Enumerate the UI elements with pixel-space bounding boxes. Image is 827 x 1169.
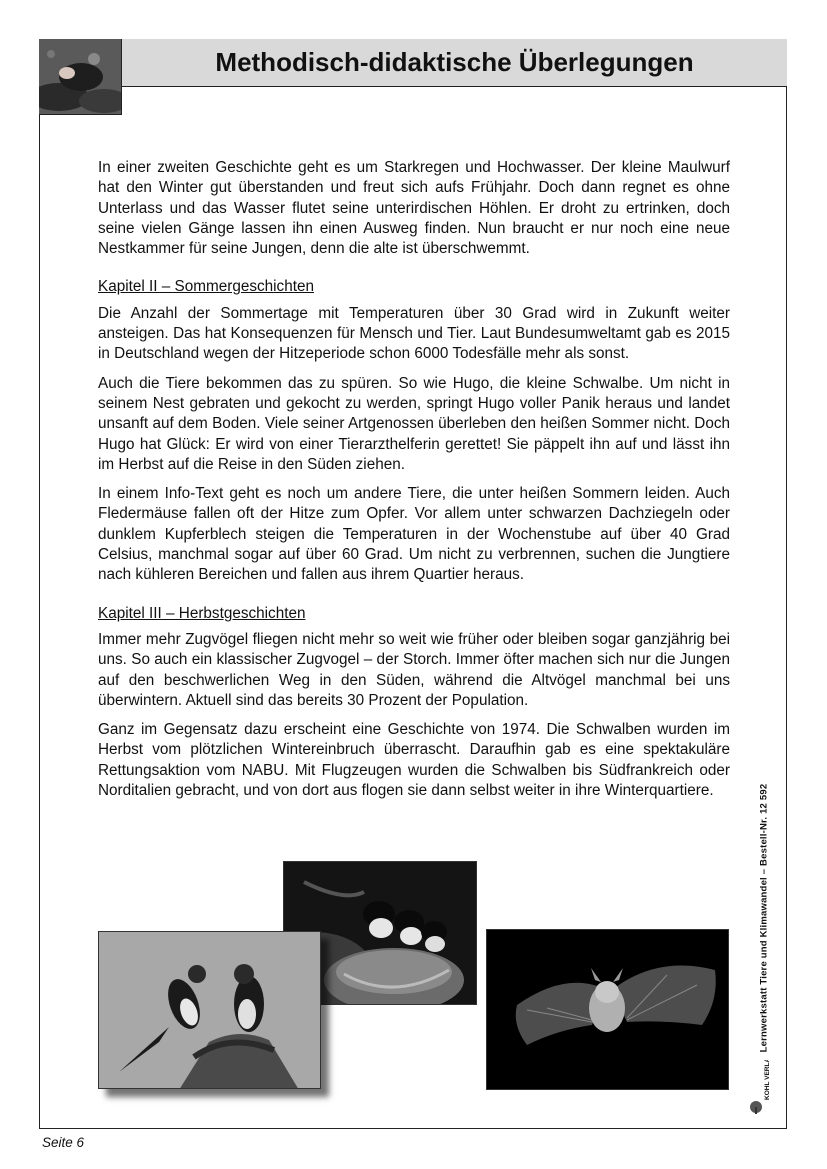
chapter-2-paragraph-1: Die Anzahl der Sommertage mit Temperaturen über 30 Grad wird in Zukunft weiter ansteigen. Das hat Konsequenzen für Mensch und Tier. Laut Bundesumweltamt gab es 2015 in Deutschland wegen der Hitzeperiode schon 6000 Todesfälle mehr als sonst. [98,304,730,363]
publisher-logo [748,1060,778,1115]
svg-text:KOHL VERLAG: KOHL VERLAG [764,1060,771,1100]
page-title: Methodisch-didaktische Überlegungen [215,47,694,77]
header [39,39,787,115]
bat-photo [486,929,729,1090]
page-number: Seite 6 [42,1135,85,1150]
chapter-2-paragraph-3: In einem Info-Text geht es noch um andere Tiere, die unter heißen Sommern leiden. Auch Fledermäuse fallen oft der Hitze zum Opfer. Vor allem unter schwarzen Dachziegeln oder dunklem Kupferblech steigen die Temperaturen in der Wochenstube auf über 40 Grad Celsius, manchmal sogar auf über 60 Grad. Um nicht zu verbrennen, suchen die Jungtiere nach kühleren Bereichen und fallen aus ihrem Quartier heraus. [98,485,730,584]
intro-paragraph: In einer zweiten Geschichte geht es um Starkregen und Hochwasser. Der kleine Maulwurf hat den Winter gut überstanden und freut sich aufs Frühjahr. Doch dann regnet es ohne Unterlass und das Wasser flutet seine unterirdischen Höhlen. Er droht zu ertrinken, doch seine vielen Gänge lassen ihn einen Ausweg finden. Nun braucht er nur noch eine neue Nestkammer für seine Jungen, denn die alte ist überschwemmt. [98,159,730,258]
chapter-3-paragraph-1: Immer mehr Zugvögel fliegen nicht mehr so weit wie früher oder bleiben sogar ganzjährig bei uns. So auch ein klassischer Zugvogel – der Storch. Immer öfter machen sich nur die Jungen auf den beschwerlichen Weg in den Süden, während die Altvögel manchmal bei uns überwintern. Aktuell sind das bereits 30 Prozent der Population. [98,630,730,709]
mole-thumbnail-image [39,39,122,115]
sidebar-order-info [752,740,776,1095]
title-bar [122,39,787,87]
chapter-2-paragraph-2: Auch die Tiere bekommen das zu spüren. So wie Hugo, die kleine Schwalbe. Um nicht in seinem Nest gebraten und gekocht zu werden, springt Hugo voller Panik heraus und landet unsanft auf dem Boden. Viele seiner Artgenossen überleben den heißen Sommer nicht. Doch Hugo hat Glück: Er wird von einer Tierarzthelferin gerettet! Sie päppelt ihn auf und lässt ihn im Herbst auf die Reise in den Süden ziehen. [98,374,730,473]
swallows-on-branch-photo [98,931,321,1089]
chapter-2-heading: Kapitel II – Sommergeschichten [98,278,314,296]
sidebar-order-text: Lernwerkstatt Tiere und Klimawandel – Bestell-Nr. 12 592 [758,783,770,1052]
chapter-3-paragraph-2: Ganz im Gegensatz dazu erscheint eine Geschichte von 1974. Die Schwalben wurden im Herbst vom plötzlichen Wintereinbruch überrascht. Daraufhin gab es eine spektakuläre Rettungsaktion vom NABU. Mit Flugzeugen wurden die Schwalben bis Südfrankreich oder Norditalien gebracht, und von dort aus flogen sie dann selbst weiter in ihre Winterquartiere. [98,721,730,800]
chapter-3-heading: Kapitel III – Herbstgeschichten [98,604,306,622]
main-content [98,158,730,810]
